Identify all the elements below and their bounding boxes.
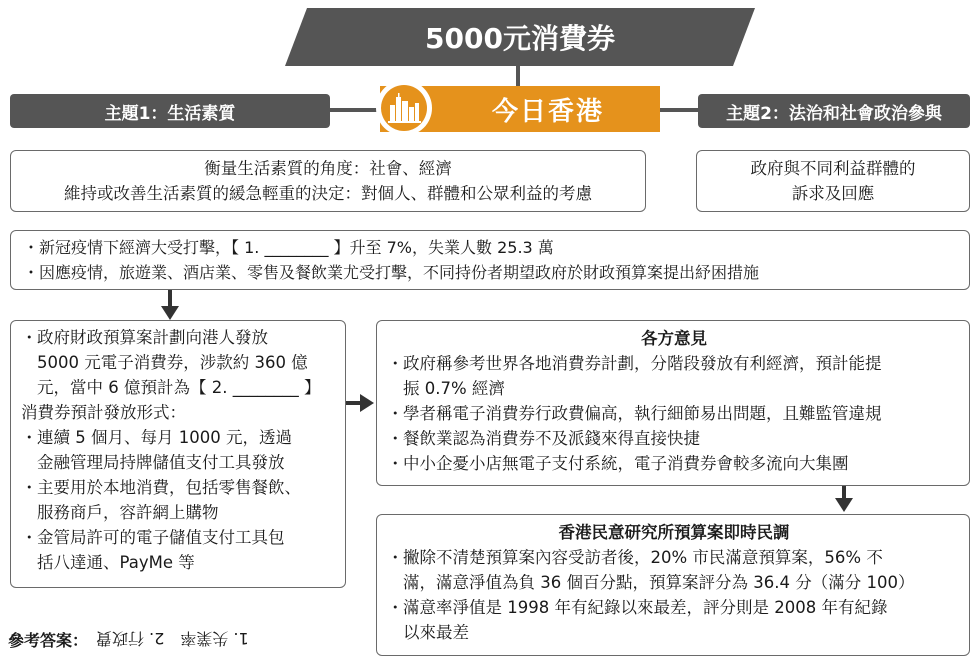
opinion-item-3	[387, 426, 961, 451]
opinion-2-text: 學者稱電子消費券行政費偏高，執行細節易出問題，且難監管違規	[403, 404, 882, 423]
opinion-3-text: 餐飲業認為消費券不及派錢來得直接快捷	[403, 429, 700, 448]
poll-item-2	[387, 595, 961, 645]
bullet: ・	[21, 428, 38, 447]
poll-title: 香港民意研究所預算案即時民調	[558, 523, 790, 542]
bullet: ・	[387, 354, 404, 373]
plan-bullet-1-line-2: 金融管理局持牌儲值支付工具發放	[37, 453, 285, 472]
plan-bullet-2-line-1: 主要用於本地消費，包括零售餐飲、	[37, 478, 301, 497]
plan-box	[10, 320, 346, 588]
poll-box	[376, 514, 970, 656]
bullet: ・	[21, 478, 38, 497]
opinion-item-2	[387, 401, 961, 426]
bullet: ・	[387, 454, 404, 473]
answer-label: 參考答案：	[8, 631, 89, 650]
poll-1-line-1: 撇除不清楚預算案內容受訪者後，20% 市民滿意預算案，56% 不	[403, 548, 883, 567]
bullet: ・	[21, 328, 38, 347]
plan-intro-line-2: 5000 元電子消費券，涉款約 360 億	[37, 353, 308, 372]
background-item-1	[23, 235, 969, 260]
bullet: ・	[387, 404, 404, 423]
arrow-down-icon	[160, 290, 180, 322]
bullet: ・	[21, 528, 38, 547]
background-item-2	[23, 260, 969, 285]
background-text-2: 因應疫情，旅遊業、酒店業、零售及餐飲業尤受打擊，不同持份者期望政府於財政預算案提出紓困措施	[39, 263, 760, 282]
theme2-line-2: 訴求及回應	[791, 184, 875, 203]
opinions-box	[376, 320, 970, 486]
poll-1-line-2: 滿，滿意淨值為負 36 個百分點，預算案評分為 36.4 分（滿分 100）	[403, 573, 915, 592]
bullet: ・	[387, 548, 404, 567]
theme1-connector	[330, 108, 382, 112]
city-skyline-icon	[381, 85, 427, 131]
theme2-connector	[658, 108, 698, 112]
plan-bullet-1	[21, 425, 345, 475]
bullet: ・	[23, 263, 40, 282]
plan-bullet-3-line-1: 金管局許可的電子儲值支付工具包	[37, 528, 285, 547]
opinions-title: 各方意見	[641, 329, 707, 348]
plan-intro-line-3: 元，當中 6 億預計為【 2. ________ 】	[37, 378, 321, 397]
background-text-1: 新冠疫情下經濟大受打擊，【 1. ________ 】升至 7%，失業人數 25.3 萬	[39, 238, 554, 257]
theme1-box	[10, 150, 646, 212]
theme2-header: 主題2：法治和社會政治參與	[698, 94, 970, 128]
background-box	[10, 230, 970, 290]
plan-bullet-3	[21, 525, 345, 575]
opinion-4-text: 中小企憂小店無電子支付系統，電子消費券會較多流向大集團	[403, 454, 849, 473]
bullet: ・	[387, 598, 404, 617]
opinion-1-line-1: 政府稱參考世界各地消費券計劃，分階段發放有利經濟，預計能提	[403, 354, 882, 373]
plan-bullet-2	[21, 475, 345, 525]
poll-2-line-1: 滿意率淨值是 1998 年有紀錄以來最差，評分則是 2008 年有紀錄	[403, 598, 888, 617]
arrow-down-icon	[834, 486, 854, 514]
plan-intro	[21, 325, 345, 400]
arrow-right-icon	[346, 393, 376, 413]
plan-bullet-1-line-1: 連續 5 個月、每月 1000 元，透過	[37, 428, 292, 447]
bullet: ・	[387, 429, 404, 448]
poll-item-1	[387, 545, 961, 595]
opinion-1-line-2: 振 0.7% 經濟	[403, 379, 505, 398]
theme1-line-1: 衡量生活素質的角度：社會、經濟	[204, 159, 452, 178]
page-title: 5000元消費券	[425, 22, 615, 55]
answer-inverted: 1. 失業率 2. 行政費	[96, 629, 249, 648]
opinion-item-1	[387, 351, 961, 401]
plan-intro-line-1: 政府財政預算案計劃向港人發放	[37, 328, 268, 347]
theme2-box	[696, 150, 970, 212]
center-banner-label: 今日香港	[491, 96, 604, 127]
plan-subhead: 消費券預計發放形式：	[21, 403, 186, 422]
theme1-header: 主題1：生活素質	[10, 94, 330, 128]
poll-2-line-2: 以來最差	[403, 623, 469, 642]
plan-bullet-3-line-2: 括八達通、PayMe 等	[37, 553, 195, 572]
theme2-line-1: 政府與不同利益群體的	[750, 159, 916, 178]
theme1-line-2: 維持或改善生活素質的緩急輕重的決定：對個人、群體和公眾利益的考慮	[64, 184, 592, 203]
plan-bullet-2-line-2: 服務商戶，容許網上購物	[37, 503, 219, 522]
bullet: ・	[23, 238, 40, 257]
opinion-item-4	[387, 451, 961, 476]
